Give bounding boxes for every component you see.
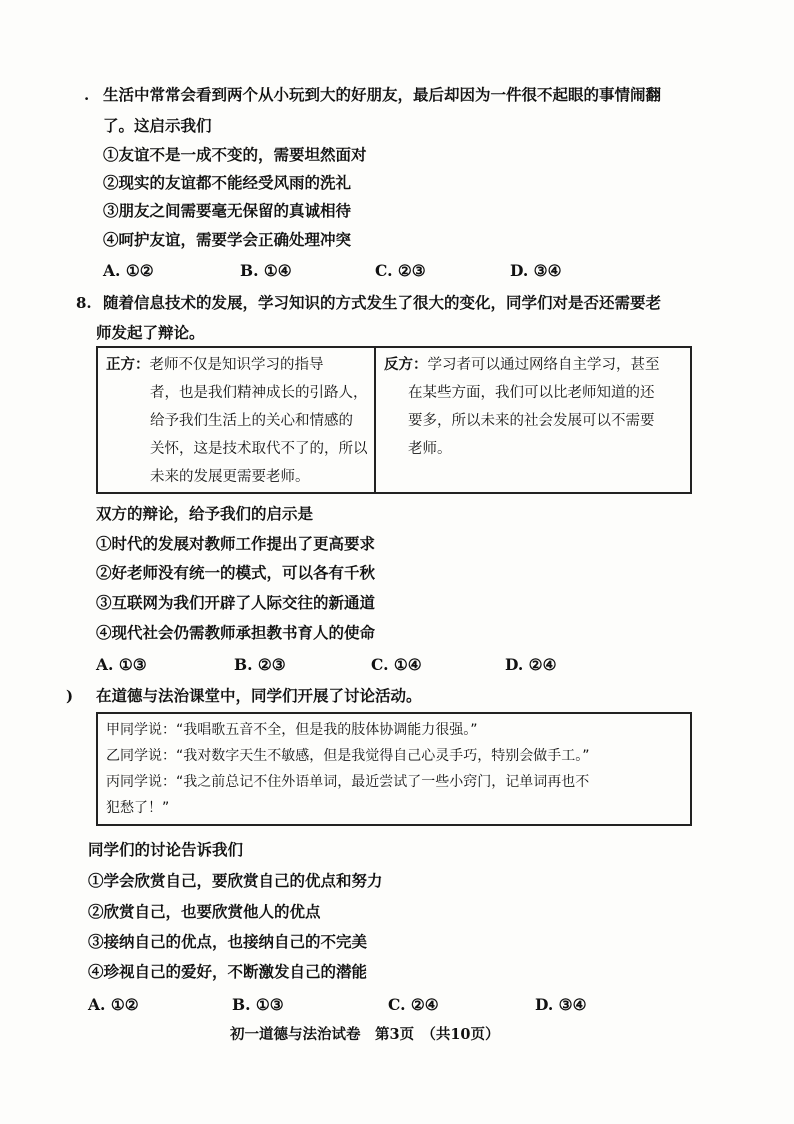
quote-student-a: 甲同学说：“我唱歌五音不全，但是我的肢体协调能力很强。” [106, 722, 478, 738]
q8-option-c: C. ①④ [371, 655, 422, 674]
quote-student-c-line2: 犯愁了！” [106, 800, 170, 816]
q7-option-a: A. ①② [103, 261, 154, 280]
page-footer: 初一道德与法治试卷 第3页 （共10页） [230, 1026, 500, 1043]
con-side-label: 反方： [384, 357, 428, 373]
q8-item-1: ①时代的发展对教师工作提出了更高要求 [96, 534, 376, 553]
debate-left-line-3: 给予我们生活上的关心和情感的 [150, 413, 353, 429]
q9-prompt: 同学们的讨论告诉我们 [88, 840, 244, 859]
q8-item-2: ②好老师没有统一的模式，可以各有千秋 [96, 563, 376, 582]
debate-left-line-5: 未来的发展更需要老师。 [150, 469, 310, 485]
q9-stem: 在道德与法治课堂中，同学们开展了讨论活动。 [96, 686, 422, 705]
q9-option-b: B. ①③ [232, 995, 284, 1014]
debate-left-line-1: 正方：老师不仅是知识学习的指导 [106, 357, 324, 373]
debate-divider [374, 348, 376, 492]
q8-option-b: B. ②③ [234, 655, 286, 674]
debate-table [96, 346, 692, 494]
q9-number: ) [66, 687, 74, 705]
quote-student-c-line1: 丙同学说：“我之前总记不住外语单词，最近尝试了一些小窍门，记单词再也不 [106, 774, 590, 790]
debate-left-line-2: 者，也是我们精神成长的引路人， [150, 385, 368, 401]
q8-number: 8. [76, 294, 92, 312]
q7-item-2: ②现实的友谊都不能经受风雨的洗礼 [103, 173, 352, 192]
pro-side-label: 正方： [106, 357, 150, 373]
q7-option-d: D. ③④ [510, 261, 562, 280]
discussion-box [96, 712, 692, 826]
quote-student-b: 乙同学说：“我对数字天生不敏感，但是我觉得自己心灵手巧，特别会做手工。” [106, 748, 590, 764]
q9-item-2: ②欣赏自己，也要欣赏他人的优点 [88, 902, 321, 921]
q8-item-3: ③互联网为我们开辟了人际交往的新通道 [96, 593, 376, 612]
q8-item-4: ④现代社会仍需教师承担教书育人的使命 [96, 623, 376, 642]
q8-option-d: D. ②④ [505, 655, 557, 674]
q7-item-4: ④呵护友谊，需要学会正确处理冲突 [103, 230, 352, 249]
q9-option-a: A. ①② [88, 995, 139, 1014]
debate-right-line-1: 反方：学习者可以通过网络自主学习，甚至 [384, 357, 660, 373]
q9-item-4: ④珍视自己的爱好，不断激发自己的潜能 [88, 962, 368, 981]
q9-item-1: ①学会欣赏自己，要欣赏自己的优点和努力 [88, 871, 383, 890]
q9-option-c: C. ②④ [388, 995, 439, 1014]
q7-number: . [84, 86, 90, 104]
q9-item-3: ③接纳自己的优点，也接纳自己的不完美 [88, 932, 368, 951]
q7-option-c: C. ②③ [375, 261, 426, 280]
q7-option-b: B. ①④ [240, 261, 292, 280]
q9-option-d: D. ③④ [535, 995, 587, 1014]
q7-stem-line1: 生活中常常会看到两个从小玩到大的好朋友，最后却因为一件很不起眼的事情闹翻 [103, 85, 662, 104]
debate-right-line-2: 在某些方面，我们可以比老师知道的还 [408, 385, 655, 401]
debate-right-line-3: 要多，所以未来的社会发展可以不需要 [408, 413, 655, 429]
q7-stem-line2: 了。这启示我们 [103, 116, 212, 135]
q8-option-a: A. ①③ [96, 655, 147, 674]
q8-prompt: 双方的辩论，给予我们的启示是 [96, 504, 314, 523]
debate-left-line-4: 关怀，这是技术取代不了的，所以 [150, 441, 368, 457]
q7-item-3: ③朋友之间需要毫无保留的真诚相待 [103, 201, 352, 220]
debate-right-line-4: 老师。 [408, 441, 452, 457]
q8-stem-line1: 随着信息技术的发展，学习知识的方式发生了很大的变化，同学们对是否还需要老 [103, 293, 662, 312]
q8-stem-line2: 师发起了辩论。 [96, 323, 205, 342]
q7-item-1: ①友谊不是一成不变的，需要坦然面对 [103, 145, 367, 164]
